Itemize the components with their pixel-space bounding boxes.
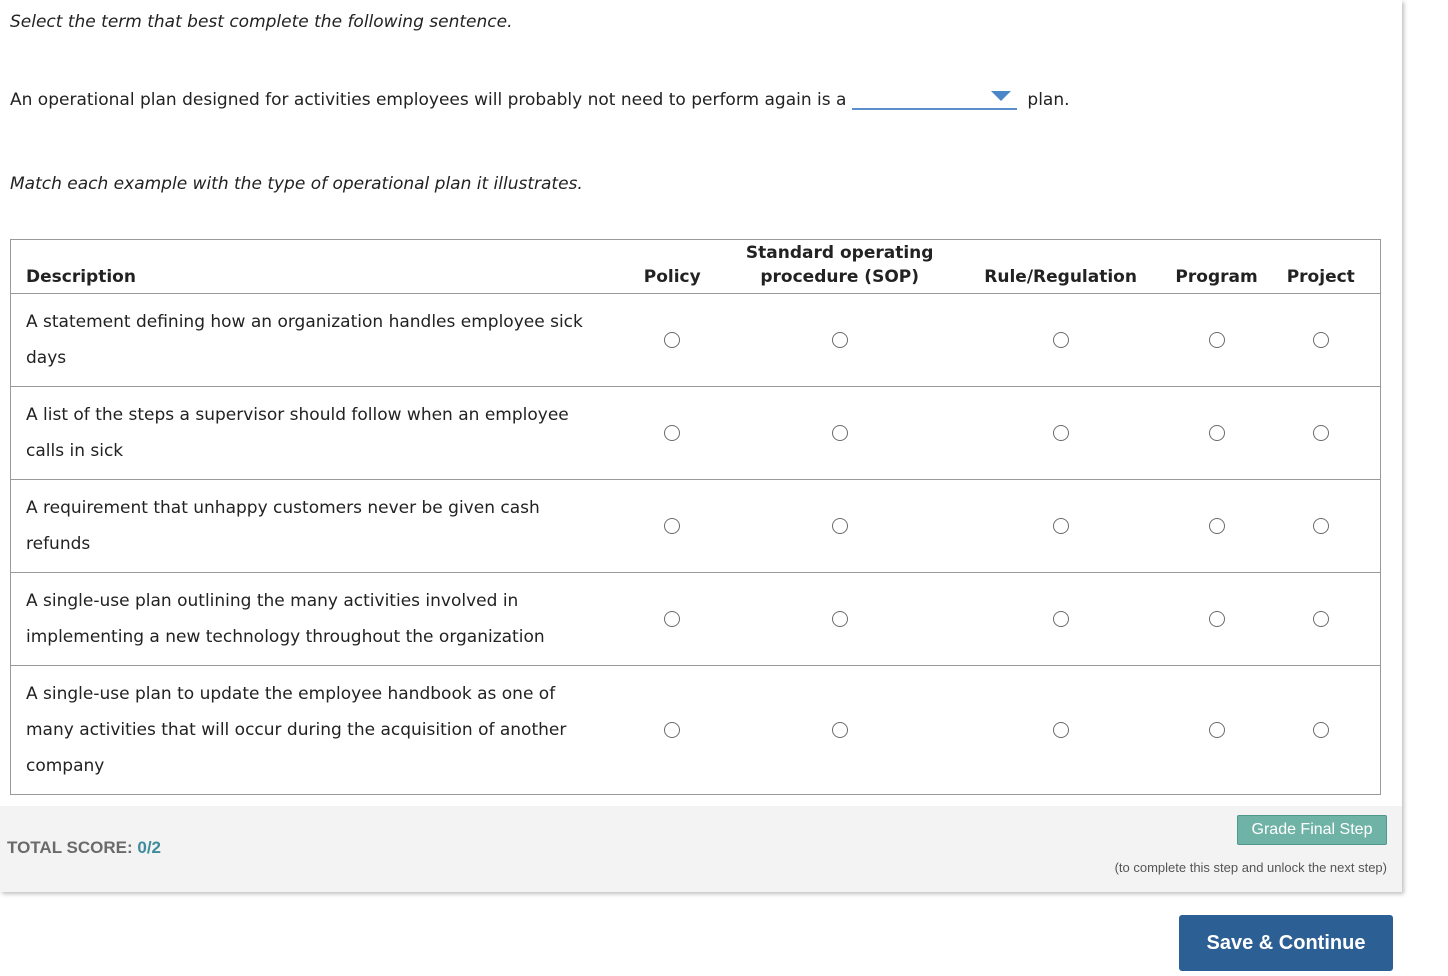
- cell-sop: [730, 294, 950, 387]
- table-header-row: [11, 240, 1381, 294]
- radio-rule[interactable]: [1053, 332, 1069, 348]
- header-project: Project: [1262, 240, 1381, 294]
- row-description: A single-use plan to update the employee handbook as one of many activities that will occur during the acquisition of another company: [11, 666, 615, 795]
- sentence-after: plan.: [1027, 90, 1070, 110]
- radio-policy[interactable]: [664, 722, 680, 738]
- header-sop-label: Standard operating procedure (SOP): [745, 243, 934, 287]
- cell-sop: [730, 573, 950, 666]
- cell-program: [1172, 573, 1262, 666]
- cell-program: [1172, 387, 1262, 480]
- radio-policy[interactable]: [664, 518, 680, 534]
- cell-program: [1172, 480, 1262, 573]
- radio-program[interactable]: [1209, 518, 1225, 534]
- matching-instruction: Match each example with the type of operational plan it illustrates.: [10, 174, 583, 194]
- cell-policy: [615, 573, 730, 666]
- cell-rule: [950, 294, 1172, 387]
- radio-sop[interactable]: [832, 425, 848, 441]
- radio-rule[interactable]: [1053, 722, 1069, 738]
- table-row: [11, 666, 1381, 795]
- header-program: Program: [1172, 240, 1262, 294]
- radio-project[interactable]: [1313, 518, 1329, 534]
- radio-policy[interactable]: [664, 332, 680, 348]
- header-rule: Rule/Regulation: [950, 240, 1172, 294]
- save-continue-button[interactable]: Save & Continue: [1179, 915, 1393, 971]
- radio-project[interactable]: [1313, 332, 1329, 348]
- grade-note: (to complete this step and unlock the next step): [1114, 860, 1387, 875]
- cell-program: [1172, 294, 1262, 387]
- radio-sop[interactable]: [832, 332, 848, 348]
- cell-project: [1262, 294, 1381, 387]
- fill-in-sentence: [10, 84, 1070, 110]
- cell-project: [1262, 573, 1381, 666]
- total-score-value: 0/2: [137, 838, 161, 857]
- row-description: A statement defining how an organization handles employee sick days: [11, 294, 615, 387]
- row-description: A single-use plan outlining the many activities involved in implementing a new technology throughout the organization: [11, 573, 615, 666]
- cell-project: [1262, 666, 1381, 795]
- header-description: Description: [11, 240, 615, 294]
- cell-sop: [730, 666, 950, 795]
- cell-sop: [730, 480, 950, 573]
- radio-project[interactable]: [1313, 425, 1329, 441]
- radio-sop[interactable]: [832, 722, 848, 738]
- radio-program[interactable]: [1209, 332, 1225, 348]
- radio-policy[interactable]: [664, 611, 680, 627]
- cell-policy: [615, 387, 730, 480]
- plan-type-dropdown[interactable]: [852, 84, 1017, 110]
- radio-project[interactable]: [1313, 611, 1329, 627]
- sentence-before: An operational plan designed for activities employees will probably not need to perform again is a: [10, 90, 847, 110]
- radio-program[interactable]: [1209, 722, 1225, 738]
- fill-in-instruction: Select the term that best complete the following sentence.: [10, 12, 513, 32]
- cell-rule: [950, 480, 1172, 573]
- cell-rule: [950, 573, 1172, 666]
- radio-project[interactable]: [1313, 722, 1329, 738]
- cell-project: [1262, 387, 1381, 480]
- header-sop: [730, 240, 950, 294]
- table-row: [11, 387, 1381, 480]
- radio-rule[interactable]: [1053, 425, 1069, 441]
- cell-sop: [730, 387, 950, 480]
- score-footer: [0, 806, 1402, 892]
- row-description: A list of the steps a supervisor should follow when an employee calls in sick: [11, 387, 615, 480]
- grade-final-step-button[interactable]: Grade Final Step: [1237, 815, 1387, 845]
- row-description: A requirement that unhappy customers never be given cash refunds: [11, 480, 615, 573]
- header-policy: Policy: [615, 240, 730, 294]
- cell-policy: [615, 666, 730, 795]
- table-row: [11, 294, 1381, 387]
- matching-table: [10, 239, 1381, 795]
- dropdown-arrow-icon[interactable]: [991, 91, 1011, 101]
- radio-program[interactable]: [1209, 611, 1225, 627]
- cell-rule: [950, 387, 1172, 480]
- radio-rule[interactable]: [1053, 518, 1069, 534]
- table-row: [11, 480, 1381, 573]
- table-row: [11, 573, 1381, 666]
- radio-policy[interactable]: [664, 425, 680, 441]
- cell-policy: [615, 480, 730, 573]
- radio-program[interactable]: [1209, 425, 1225, 441]
- total-score: [7, 838, 161, 858]
- cell-program: [1172, 666, 1262, 795]
- radio-rule[interactable]: [1053, 611, 1069, 627]
- radio-sop[interactable]: [832, 518, 848, 534]
- cell-policy: [615, 294, 730, 387]
- cell-project: [1262, 480, 1381, 573]
- cell-rule: [950, 666, 1172, 795]
- radio-sop[interactable]: [832, 611, 848, 627]
- total-score-label: TOTAL SCORE:: [7, 838, 133, 857]
